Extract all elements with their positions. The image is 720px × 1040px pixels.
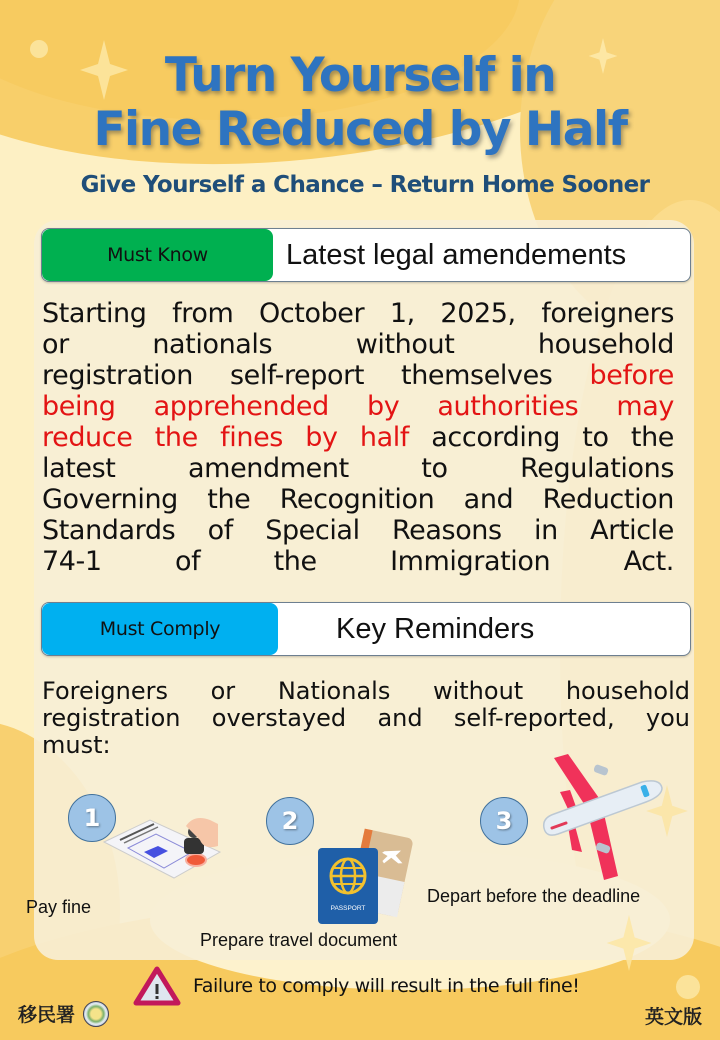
paragraph-line [42,515,674,546]
paragraph-line [42,391,674,422]
paragraph-line [42,360,674,391]
page-title-line1: Turn Yourself in [164,48,556,103]
page-title-line2: Fine Reduced by Half [93,102,627,157]
step-2-number: 2 [266,797,314,845]
intro-line: must: [42,731,111,759]
paragraph-line [42,453,674,484]
section-title-legal-amendments: Latest legal amendements [286,238,627,271]
paragraph-text: Governing the Recognition and Reduction [42,484,674,515]
warning-notice [133,966,580,1006]
section-header-must-know [41,228,691,282]
step-1-label: Pay fine [26,897,92,917]
paragraph-text: or nationals without household [42,329,674,360]
warning-text: Failure to comply will result in the full fine! [193,975,580,997]
sparkle-icon [605,915,653,971]
reminders-intro [42,678,690,759]
paragraph-text: Starting from October 1, 2025, foreigners [42,298,674,329]
highlighted-text: reduce the fines by half [42,422,409,453]
paragraph-text: 74-1 of the Immigration Act. [42,546,674,577]
passport-icon [316,828,416,926]
stamp-document-icon [100,810,224,884]
airplane-icon [534,752,666,882]
highlighted-text: being apprehended by authorities may [42,391,674,422]
step-3-number: 3 [480,797,528,845]
agency-seal-icon [83,1001,109,1027]
paragraph-line [42,484,674,515]
step-2-label: Prepare travel document [200,930,398,950]
page-subtitle: Give Yourself a Chance – Return Home Sooner [80,172,650,198]
org-name: 移民署 [18,1005,76,1026]
step-1-number: 1 [68,794,116,842]
paragraph-text: latest amendment to Regulations [42,453,674,484]
must-comply-tag: Must Comply [42,603,278,655]
section-title-key-reminders: Key Reminders [336,612,535,645]
step-3-label: Depart before the deadline [427,886,641,906]
svg-text:PASSPORT: PASSPORT [330,905,366,912]
highlighted-text: before [589,360,674,391]
amendment-paragraph [42,298,674,577]
paragraph-text: according to the [408,422,674,453]
section-header-must-comply [41,602,691,656]
intro-line: Foreigners or Nationals without household [42,677,690,705]
paragraph-line [42,422,674,453]
paragraph-line [42,546,674,577]
org-logo [18,1000,109,1027]
paragraph-text: Standards of Special Reasons in Article [42,515,674,546]
paragraph-text: registration self-report themselves [42,360,590,391]
paragraph-line [42,329,674,360]
intro-line: registration overstayed and self-reported, you [42,704,690,732]
edition-label: 英文版 [644,1007,702,1028]
paragraph-line [42,298,674,329]
must-know-tag: Must Know [42,229,273,281]
warning-triangle-icon [133,966,181,1006]
